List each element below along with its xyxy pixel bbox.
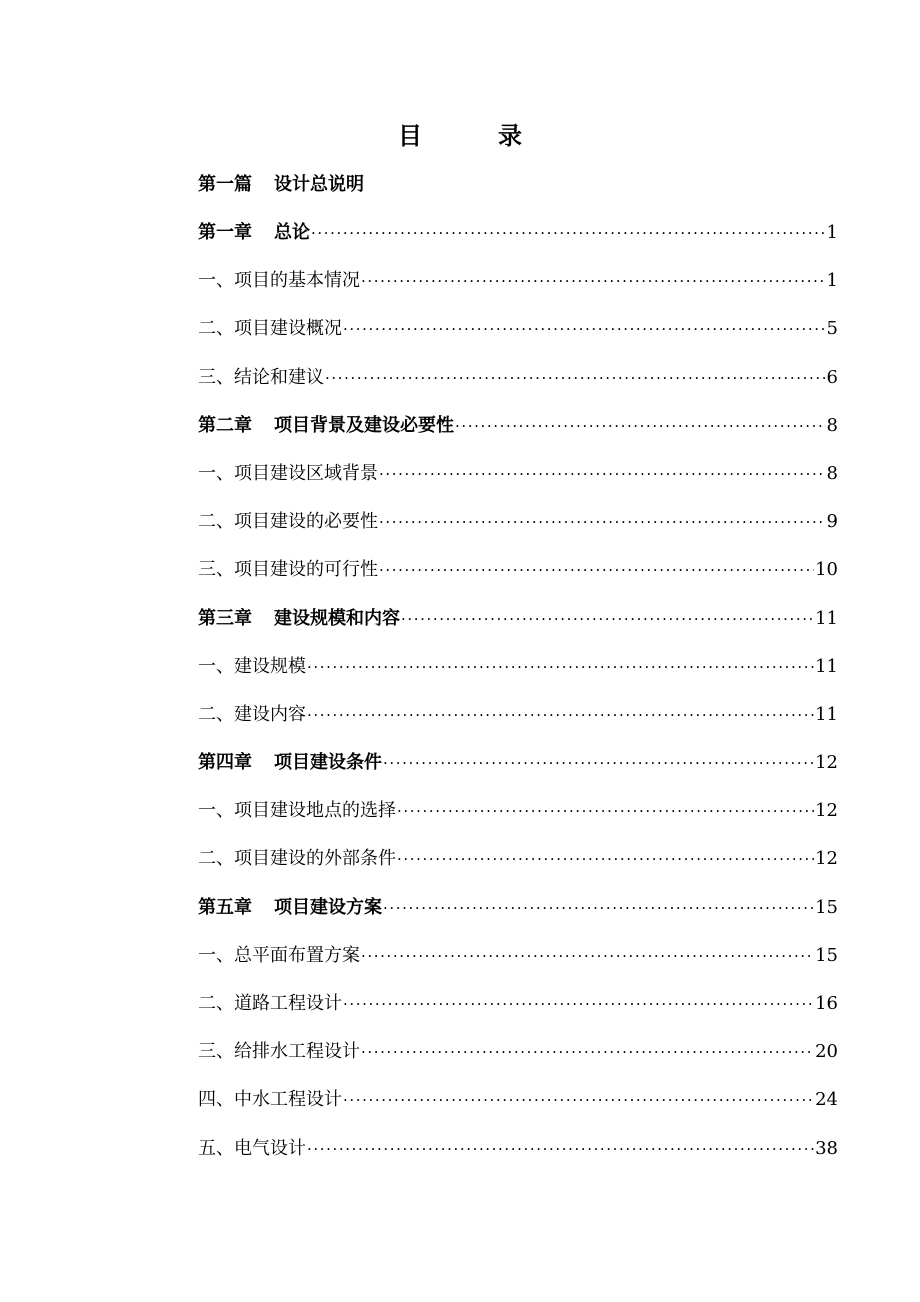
entry-label: 一、项目建设区域背景 bbox=[198, 462, 378, 484]
toc-section-entry[interactable] bbox=[198, 939, 838, 972]
entry-label bbox=[198, 746, 382, 779]
dot-leader bbox=[383, 747, 814, 780]
page-number: 15 bbox=[815, 896, 838, 918]
entry-label bbox=[198, 891, 382, 924]
dot-leader bbox=[343, 1084, 814, 1117]
toc-section-entry[interactable] bbox=[198, 553, 838, 586]
dot-leader bbox=[397, 795, 814, 828]
chapter-number: 第五章 bbox=[198, 896, 252, 918]
chapter-number: 第二章 bbox=[198, 414, 252, 436]
entry-label: 一、建设规模 bbox=[198, 655, 306, 677]
page-number: 8 bbox=[826, 462, 838, 484]
page-number: 20 bbox=[815, 1041, 838, 1063]
page-number: 12 bbox=[815, 848, 838, 870]
chapter-title: 建设规模和内容 bbox=[274, 607, 400, 629]
entry-label: 二、项目建设的必要性 bbox=[198, 511, 378, 533]
entry-label: 二、项目建设的外部条件 bbox=[198, 848, 396, 870]
entry-label bbox=[198, 216, 310, 249]
table-of-contents bbox=[198, 168, 838, 1180]
entry-label: 二、建设内容 bbox=[198, 703, 306, 725]
dot-leader bbox=[307, 1133, 814, 1166]
page-number: 1 bbox=[826, 222, 838, 243]
entry-label: 三、结论和建议 bbox=[198, 366, 324, 388]
entry-label: 一、项目的基本情况 bbox=[198, 270, 360, 292]
toc-section-entry[interactable] bbox=[198, 1083, 838, 1116]
toc-section-entry[interactable] bbox=[198, 505, 838, 538]
dot-leader bbox=[397, 843, 814, 876]
page-number: 15 bbox=[815, 944, 838, 966]
toc-section-entry[interactable] bbox=[198, 1132, 838, 1165]
part-title: 设计总说明 bbox=[274, 174, 364, 195]
dot-leader bbox=[379, 506, 826, 539]
chapter-title: 总论 bbox=[274, 222, 310, 243]
entry-label: 五、电气设计 bbox=[198, 1137, 306, 1159]
chapter-title: 项目建设方案 bbox=[274, 896, 382, 918]
dot-leader bbox=[379, 458, 826, 491]
dot-leader bbox=[379, 554, 814, 587]
toc-section-entry[interactable] bbox=[198, 794, 838, 827]
page-number: 9 bbox=[826, 511, 838, 533]
dot-leader bbox=[361, 940, 814, 973]
dot-leader bbox=[383, 892, 814, 925]
chapter-number: 第四章 bbox=[198, 752, 252, 774]
entry-label: 一、总平面布置方案 bbox=[198, 944, 360, 966]
toc-section-entry[interactable] bbox=[198, 1035, 838, 1068]
page-number: 5 bbox=[826, 318, 838, 340]
entry-label: 一、项目建设地点的选择 bbox=[198, 800, 396, 822]
page-number: 24 bbox=[815, 1089, 838, 1111]
part-heading bbox=[198, 168, 838, 201]
toc-section-entry[interactable] bbox=[198, 987, 838, 1020]
toc-chapter-entry[interactable] bbox=[198, 409, 838, 442]
toc-section-entry[interactable] bbox=[198, 698, 838, 731]
toc-section-entry[interactable] bbox=[198, 842, 838, 875]
page-number: 11 bbox=[815, 607, 838, 629]
entry-label bbox=[198, 409, 454, 442]
dot-leader bbox=[343, 988, 814, 1021]
dot-leader bbox=[343, 313, 826, 346]
page-number: 12 bbox=[815, 752, 838, 774]
toc-section-entry[interactable] bbox=[198, 312, 838, 345]
toc-chapter-entry[interactable] bbox=[198, 891, 838, 924]
dot-leader bbox=[325, 362, 826, 395]
toc-section-entry[interactable] bbox=[198, 650, 838, 683]
toc-chapter-entry[interactable] bbox=[198, 216, 838, 249]
entry-label: 二、项目建设概况 bbox=[198, 318, 342, 340]
chapter-number: 第三章 bbox=[198, 607, 252, 629]
toc-section-entry[interactable] bbox=[198, 361, 838, 394]
page-number: 12 bbox=[815, 800, 838, 822]
page-number: 8 bbox=[826, 414, 838, 436]
dot-leader bbox=[361, 265, 826, 298]
dot-leader bbox=[311, 217, 826, 250]
toc-chapter-entry[interactable] bbox=[198, 746, 838, 779]
chapter-title: 项目建设条件 bbox=[274, 752, 382, 774]
page-number: 38 bbox=[815, 1137, 838, 1159]
dot-leader bbox=[455, 410, 826, 443]
page-number: 11 bbox=[815, 703, 838, 725]
page-number: 16 bbox=[815, 993, 838, 1014]
toc-section-entry[interactable] bbox=[198, 264, 838, 297]
entry-label: 四、中水工程设计 bbox=[198, 1089, 342, 1111]
page-number: 6 bbox=[826, 366, 838, 388]
page-title: 目 录 bbox=[398, 121, 548, 150]
page-number: 10 bbox=[815, 559, 838, 581]
toc-section-entry[interactable] bbox=[198, 457, 838, 490]
toc-chapter-entry[interactable] bbox=[198, 602, 838, 635]
dot-leader bbox=[361, 1036, 814, 1069]
part-number: 第一篇 bbox=[198, 174, 252, 195]
page-number: 1 bbox=[826, 270, 838, 292]
dot-leader bbox=[401, 603, 814, 636]
dot-leader bbox=[307, 699, 814, 732]
entry-label: 三、给排水工程设计 bbox=[198, 1041, 360, 1063]
page-number: 11 bbox=[815, 655, 838, 677]
dot-leader bbox=[307, 651, 814, 684]
chapter-number: 第一章 bbox=[198, 222, 252, 243]
chapter-title: 项目背景及建设必要性 bbox=[274, 414, 454, 436]
entry-label: 二、道路工程设计 bbox=[198, 993, 342, 1014]
entry-label: 三、项目建设的可行性 bbox=[198, 559, 378, 581]
entry-label bbox=[198, 602, 400, 635]
